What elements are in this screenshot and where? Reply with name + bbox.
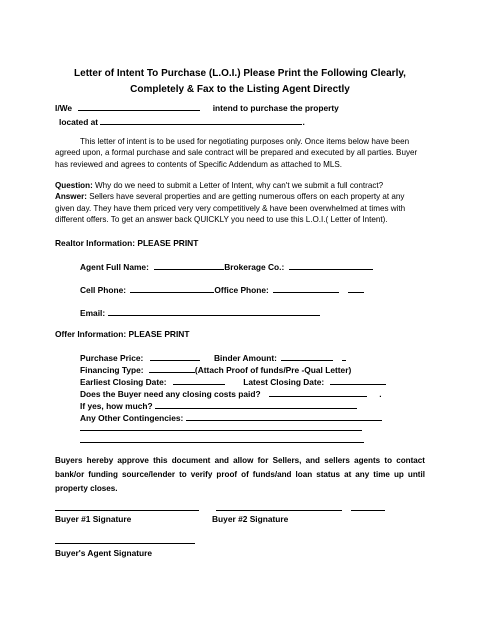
buyer-2-signature-line[interactable] — [216, 510, 342, 511]
page-title-line-2: Completely & Fax to the Listing Agent Directly — [130, 84, 350, 95]
buyer-1-signature-label: Buyer #1 Signature — [55, 514, 132, 524]
financing-row — [80, 364, 351, 375]
cell-phone-field[interactable] — [130, 284, 214, 293]
latest-closing-label: Latest Closing Date: — [243, 377, 325, 387]
realtor-section-heading: Realtor Information: PLEASE PRINT — [55, 238, 199, 248]
agent-name-row — [80, 261, 373, 272]
binder-amount-field[interactable] — [281, 352, 333, 361]
contingencies-line-3[interactable] — [80, 442, 364, 443]
closing-costs-amount-field[interactable] — [155, 400, 357, 409]
cell-phone-label: Cell Phone: — [80, 285, 127, 295]
closing-costs-amount-row — [80, 400, 357, 411]
phone-row — [80, 284, 364, 295]
page-title-line-1: Letter of Intent To Purchase (L.O.I.) Please Print the Following Clearly, — [74, 68, 406, 79]
question-answer-block — [55, 180, 425, 226]
buyer-2-signature-label: Buyer #2 Signature — [212, 514, 289, 524]
contingencies-line-2[interactable] — [80, 430, 362, 431]
earliest-closing-field[interactable] — [173, 376, 225, 385]
offer-section-heading: Offer Information: PLEASE PRINT — [55, 329, 190, 339]
iwe-label: I/We — [55, 103, 73, 113]
brokerage-label: Brokerage Co.: — [224, 262, 285, 272]
answer-text: Sellers have several properties and are getting numerous offers on each property at any given day. They have them priced very very competitively & have been overwhelmed at times with different offers. To get an answer back QUICKLY you need to use this L.O.I.( Letter of Intent). — [55, 192, 406, 225]
property-address-row — [59, 116, 305, 127]
intend-text: intend to purchase the property — [212, 103, 339, 113]
email-row — [80, 307, 320, 318]
answer-label: Answer: — [55, 192, 87, 202]
agent-name-label: Agent Full Name: — [80, 262, 149, 272]
agent-signature-line[interactable] — [55, 543, 195, 544]
price-row — [80, 352, 346, 363]
closing-costs-row — [80, 388, 382, 399]
agent-name-field[interactable] — [154, 261, 224, 270]
buyer-names-row — [55, 102, 339, 113]
latest-closing-field[interactable] — [330, 376, 386, 385]
approval-paragraph: Buyers hereby approve this document and allow for Sellers, and sellers agents to contact bank/or funding source/lender to verify proof of funds/and loan status at any time up until property closes. — [55, 456, 425, 493]
purchase-price-label: Purchase Price: — [80, 353, 144, 363]
contingencies-label: Any Other Contingencies: — [80, 413, 184, 423]
email-label: Email: — [80, 308, 106, 318]
earliest-closing-label: Earliest Closing Date: — [80, 377, 167, 387]
financing-type-field[interactable] — [149, 364, 195, 373]
property-address-field[interactable] — [100, 116, 305, 127]
binder-extra-field[interactable] — [342, 352, 346, 361]
attach-proof-label: (Attach Proof of funds/Pre -Qual Letter) — [194, 365, 352, 375]
buyer-names-field[interactable] — [78, 102, 200, 111]
question-text: Why do we need to submit a Letter of Intent, why can't we submit a full contract? — [95, 181, 384, 190]
closing-costs-label: Does the Buyer need any closing costs paid? — [80, 389, 261, 399]
email-field[interactable] — [108, 307, 320, 316]
question-label: Question: — [55, 181, 93, 190]
contingencies-row — [80, 412, 382, 423]
purpose-paragraph: This letter of intent is to be used for negotiating purposes only. Once items below have been agreed upon, a formal purchase and sale contract will be prepared and executed by all parties. Buyer has reviewed and agrees to contents of Specific Addendum as attached to MLS. — [55, 137, 418, 169]
office-phone-field[interactable] — [273, 284, 339, 293]
contingencies-field[interactable] — [186, 412, 382, 421]
located-label: located at — [59, 117, 99, 127]
office-phone-label: Office Phone: — [214, 285, 269, 295]
purchase-price-field[interactable] — [150, 352, 200, 361]
binder-amount-label: Binder Amount: — [213, 353, 277, 363]
if-yes-label: If yes, how much? — [80, 401, 153, 411]
office-phone-ext-field[interactable] — [348, 284, 364, 293]
address-period: . — [302, 117, 305, 127]
closing-dates-row — [80, 376, 386, 387]
agent-signature-label: Buyer's Agent Signature — [55, 548, 153, 558]
closing-costs-field[interactable] — [269, 388, 367, 397]
brokerage-field[interactable] — [289, 261, 373, 270]
closing-costs-period: . — [379, 389, 382, 399]
buyer-1-signature-line[interactable] — [55, 510, 199, 511]
financing-type-label: Financing Type: — [80, 365, 144, 375]
buyer-2-date-line[interactable] — [351, 510, 385, 511]
